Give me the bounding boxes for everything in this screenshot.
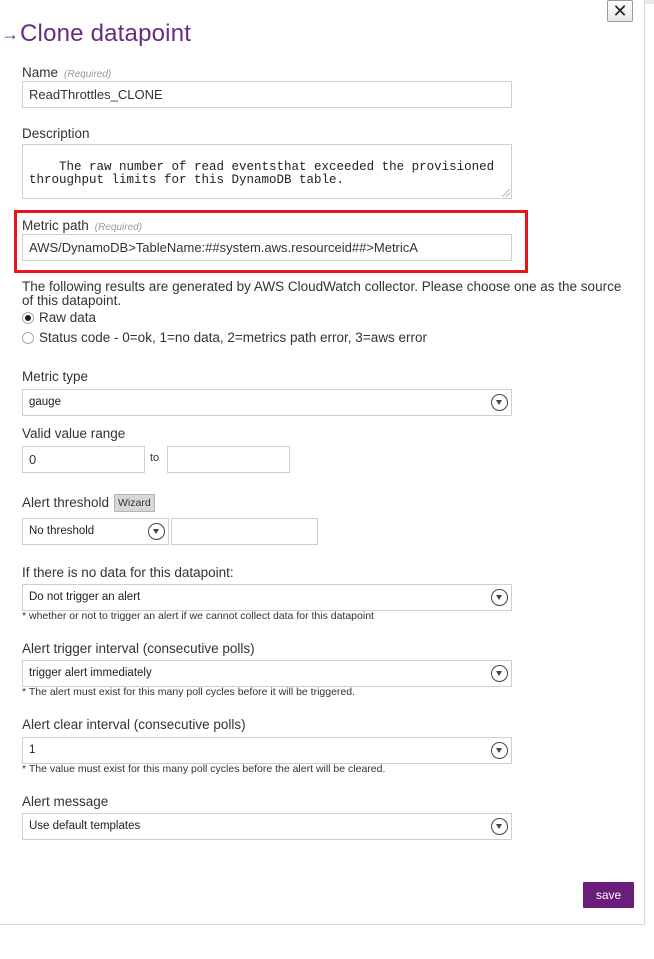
metric-path-label: Metric path (Required) xyxy=(22,218,143,233)
radio-status-code[interactable]: Status code - 0=ok, 1=no data, 2=metrics path error, 3=aws error xyxy=(22,330,427,345)
no-data-select[interactable]: Do not trigger an alert xyxy=(22,584,512,611)
name-required-hint: (Required) xyxy=(64,69,112,80)
chevron-down-icon xyxy=(148,523,165,540)
range-to-label: to xyxy=(150,452,160,464)
resize-grip-icon[interactable] xyxy=(502,189,510,197)
radio-raw-data[interactable]: Raw data xyxy=(22,310,96,325)
trigger-interval-select[interactable]: trigger alert immediately xyxy=(22,660,512,687)
radio-unchecked-icon[interactable] xyxy=(22,332,34,344)
wizard-button[interactable]: Wizard xyxy=(114,494,155,512)
threshold-value-input[interactable] xyxy=(171,518,318,545)
clear-interval-note: * The value must exist for this many poll cycles before the alert will be cleared. xyxy=(22,763,386,775)
alert-message-label: Alert message xyxy=(22,794,109,809)
results-description: The following results are generated by AWS CloudWatch collector. Please choose one as the source of this datapoint. xyxy=(22,279,622,308)
trigger-interval-label: Alert trigger interval (consecutive polls) xyxy=(22,641,255,656)
chevron-down-icon xyxy=(491,589,508,606)
dialog-header xyxy=(0,18,191,50)
metric-type-label: Metric type xyxy=(22,369,89,384)
chevron-down-icon xyxy=(491,394,508,411)
metric-path-required-hint: (Required) xyxy=(94,222,143,233)
name-label: Name (Required) xyxy=(22,65,112,80)
metric-path-input[interactable]: AWS/DynamoDB>TableName:##system.aws.resourceid##>MetricA xyxy=(22,234,512,261)
radio-checked-icon[interactable] xyxy=(22,312,34,324)
alert-message-select[interactable]: Use default templates xyxy=(22,813,512,840)
chevron-down-icon xyxy=(491,742,508,759)
no-data-note: * whether or not to trigger an alert if we cannot collect data for this datapoint xyxy=(22,610,374,622)
description-textarea[interactable] xyxy=(22,144,512,199)
range-min-input[interactable]: 0 xyxy=(22,446,145,473)
trigger-interval-note: * The alert must exist for this many poll cycles before it will be triggered. xyxy=(22,686,356,698)
chevron-down-icon xyxy=(491,665,508,682)
alert-threshold-label: Alert threshold xyxy=(22,495,110,510)
threshold-select[interactable]: No threshold xyxy=(22,518,169,545)
description-text: The raw number of read eventsthat exceeded the provisioned throughput limits for this DynamoDB table. xyxy=(29,160,495,187)
no-data-label: If there is no data for this datapoint: xyxy=(22,565,234,580)
arrow-right-icon: → xyxy=(1,23,19,44)
chevron-down-icon xyxy=(491,818,508,835)
clear-interval-select[interactable]: 1 xyxy=(22,737,512,764)
close-button[interactable]: ✕ xyxy=(607,0,633,22)
save-button[interactable]: save xyxy=(583,882,634,908)
valid-range-label: Valid value range xyxy=(22,426,126,441)
page-title: Clone datapoint xyxy=(20,20,192,47)
description-label: Description xyxy=(22,126,90,141)
range-max-input[interactable] xyxy=(167,446,290,473)
metric-type-select[interactable]: gauge xyxy=(22,389,512,416)
clear-interval-label: Alert clear interval (consecutive polls) xyxy=(22,717,246,732)
name-input[interactable]: ReadThrottles_CLONE xyxy=(22,81,512,108)
